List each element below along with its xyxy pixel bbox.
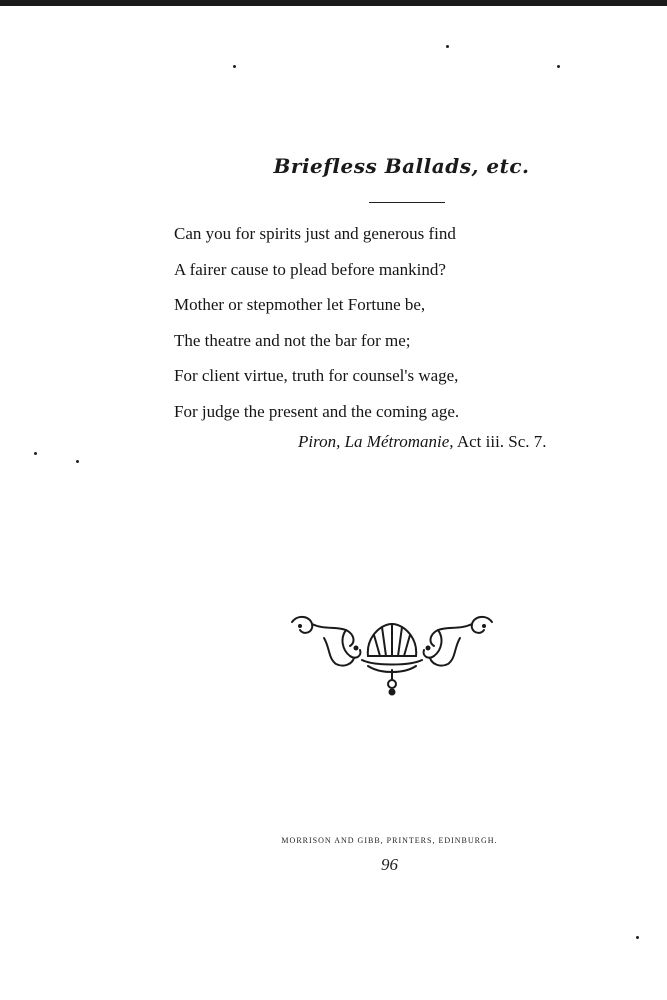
citation-author: Piron,	[298, 432, 341, 451]
poem-line: The theatre and not the bar for me;	[174, 330, 411, 350]
scan-speck	[446, 45, 449, 48]
citation-work: La Métromanie,	[344, 432, 454, 451]
title-rule	[369, 202, 445, 203]
scan-speck	[76, 460, 79, 463]
poem-line: For client virtue, truth for counsel's wage,	[174, 366, 459, 385]
page-number: 96	[381, 855, 398, 874]
scan-speck	[34, 452, 37, 455]
scan-top-edge	[0, 0, 667, 6]
scan-speck	[636, 936, 639, 939]
scan-speck	[233, 65, 236, 68]
printer-imprint: MORRISON AND GIBB, PRINTERS, EDINBURGH.	[281, 836, 498, 845]
citation-location: Act iii. Sc. 7.	[456, 432, 547, 451]
poem-line: A fairer cause to plead before mankind?	[174, 259, 446, 279]
poem	[174, 216, 614, 429]
scan-speck	[557, 65, 560, 68]
shell-scroll-ornament-icon	[284, 608, 500, 698]
poem-line: Can you for spirits just and generous find	[174, 224, 456, 243]
poem-citation	[298, 432, 547, 452]
poem-line: For judge the present and the coming age.	[174, 401, 460, 421]
poem-line: Mother or stepmother let Fortune be,	[174, 295, 426, 314]
running-title: Briefless Ballads, etc.	[273, 154, 530, 178]
